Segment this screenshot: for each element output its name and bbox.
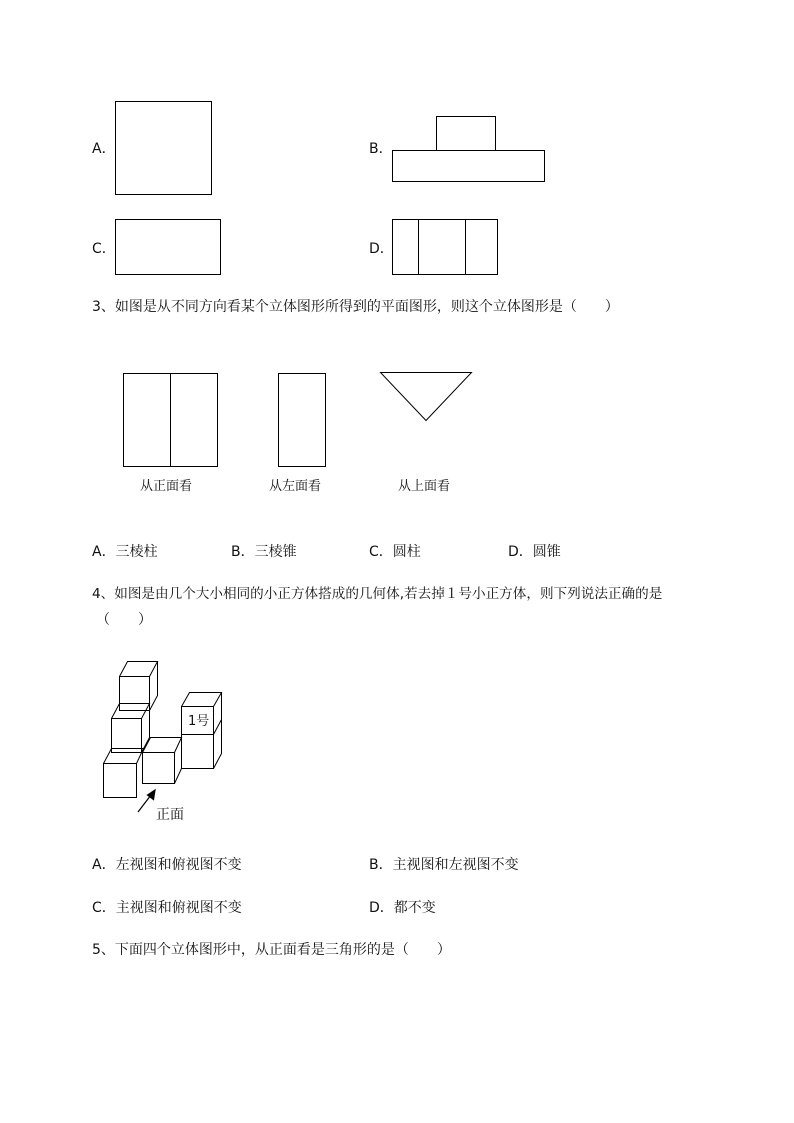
q3-caption-top: 从上面看 — [398, 479, 451, 494]
q2-option-b-label: B． — [369, 141, 393, 157]
q4-question-line2: （ ） — [96, 612, 152, 628]
q5-question: 5、下面四个立体图形中，从正面看是三角形的是（ ） — [92, 942, 451, 958]
q2-option-d-label: D． — [369, 241, 394, 257]
q3-left-view — [279, 374, 326, 467]
q3-caption-front: 从正面看 — [140, 479, 193, 494]
q3-top-view — [381, 373, 472, 421]
q4-question-line1: 4、如图是由几个大小相同的小正方体搭成的几何体,若去掉１号小正方体，则下列说法正确的是 — [92, 586, 663, 602]
q3-question: 3、如图是从不同方向看某个立体图形所得到的平面图形，则这个立体图形是（ ） — [92, 299, 619, 315]
q3-option-c: C．圆柱 — [369, 544, 421, 560]
q3-front-view — [124, 374, 218, 467]
q4-option-b: B．主视图和左视图不变 — [369, 857, 519, 873]
q2-figure-c-rectangle — [116, 220, 221, 275]
q2-option-a-label: A． — [92, 141, 116, 157]
q3-option-a: A．三棱柱 — [92, 544, 158, 560]
q2-option-c-label: C． — [92, 241, 116, 257]
q2-figure-a-square — [116, 102, 212, 195]
q3-caption-left: 从左面看 — [269, 479, 322, 494]
q3-option-b: B．三棱锥 — [231, 544, 297, 560]
q4-option-a: A．左视图和俯视图不变 — [92, 857, 242, 873]
q3-option-d: D．圆锥 — [508, 544, 561, 560]
q4-cube-label: 1号 — [188, 714, 210, 729]
q4-front-arrow — [138, 790, 155, 812]
q2-figure-b-stepped — [393, 117, 545, 182]
q2-figure-d-divided-rectangle — [393, 220, 498, 275]
q4-front-label: 正面 — [156, 807, 184, 823]
q4-option-c: C．主视图和俯视图不变 — [92, 900, 242, 916]
q4-option-d: D．都不变 — [369, 900, 436, 916]
q4-cube-stack — [104, 662, 222, 798]
